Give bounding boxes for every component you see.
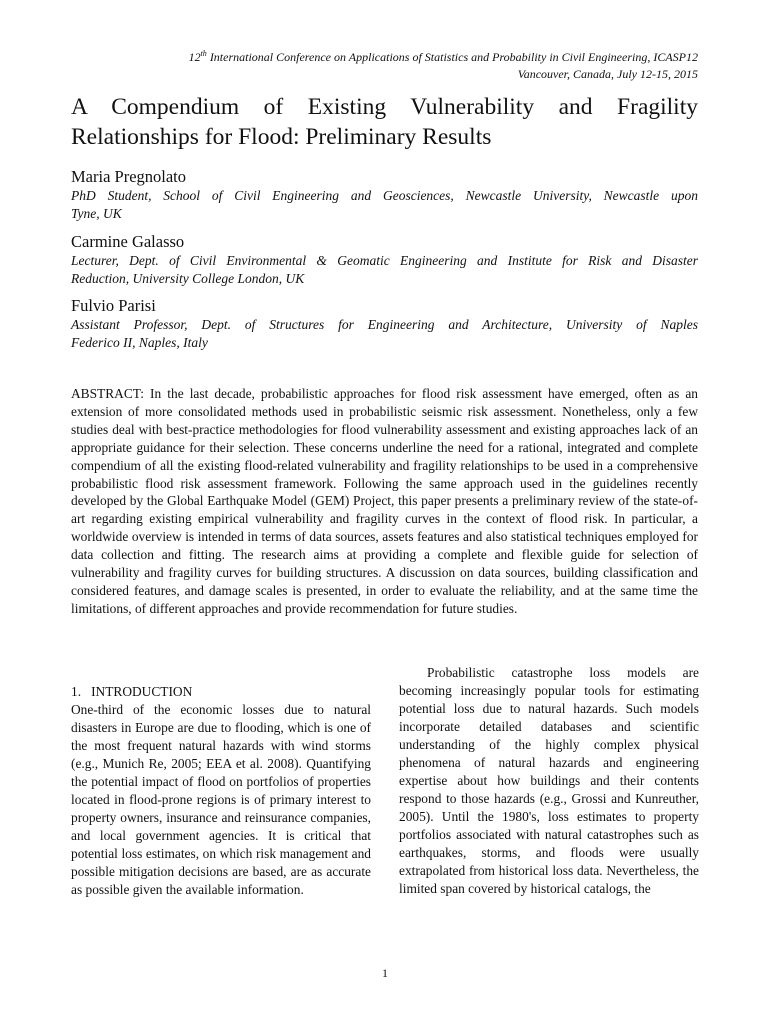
conference-location: Vancouver, Canada, July 12-15, 2015 bbox=[517, 67, 698, 81]
author-affiliation bbox=[71, 187, 698, 223]
conference-title: International Conference on Applications of Statistics and Probability in Civil Engineering, ICASP12 bbox=[206, 50, 698, 64]
abstract: ABSTRACT: In the last decade, probabilistic approaches for flood risk assessment have emerged, often as an extension of more consolidated methods used in probabilistic seismic risk assessment. Nonetheless, only a few studies deal with best-practice methodologies for flood vulnerability assessment and existing approaches lack of an appropriate guidance for their selection. These concerns underline the need for a rational, integrated and complete compendium of all the existing flood-related vulnerability and fragility relationships to be used in a comprehensive probabilistic flood risk assessment framework. Following the same approach used in the guidelines recently developed by the Global Earthquake Model (GEM) Project, this paper presents a preliminary review of the state-of-art regarding existing empirical vulnerability and fragility curves in the context of flood risk. In particular, a worldwide overview is intended in terms of data sources, assets features and also statistical techniques employed for data collection and fitting. The research aims at providing a complete and flexible guide for selection of vulnerability and fragility curves for building structures. A discussion on data sources, building classification and considered features, and damage scales is presented, in order to evaluate the reliability, and at the same time the limitations, of different approaches and provide recommendation for future studies. bbox=[71, 386, 698, 616]
author-name: Carmine Galasso bbox=[71, 232, 185, 251]
author-block-3 bbox=[71, 296, 698, 352]
page-number: 1 bbox=[382, 966, 388, 980]
author-affiliation bbox=[71, 252, 698, 288]
paper-title bbox=[71, 92, 698, 152]
affiliation-line-1: PhD Student, School of Civil Engineering and Geosciences, Newcastle University, Newcastle upon bbox=[71, 188, 698, 203]
conference-ordinal-suffix: th bbox=[200, 49, 207, 58]
author-name: Maria Pregnolato bbox=[71, 167, 187, 186]
right-column bbox=[399, 664, 699, 898]
conference-header bbox=[78, 45, 698, 83]
affiliation-line-1: Lecturer, Dept. of Civil Environmental & Geomatic Engineering and Institute for Risk and Disaster bbox=[71, 253, 698, 268]
introduction-paragraph-1: One-third of the economic losses due to natural disasters in Europe are due to flooding, which is one of the most frequent natural hazards with wind storms (e.g., Munich Re, 2005; EEA et al. 2008). Quantifying the potential impact of flood on portfolios of properties located in flood-prone regions is of primary interest to property owners, insurance and reinsurance companies, and local government agencies. It is critical that potential loss estimates, on which risk management and possible mitigation decisions are based, are as accurate as possible given the available information. bbox=[71, 702, 371, 897]
affiliation-line-1: Assistant Professor, Dept. of Structures for Engineering and Architecture, University of Naples bbox=[71, 317, 698, 332]
title-line-2: Relationships for Flood: Preliminary Results bbox=[71, 124, 492, 150]
conference-ordinal: 12 bbox=[188, 50, 201, 64]
left-column bbox=[71, 683, 371, 899]
affiliation-line-2: Tyne, UK bbox=[71, 206, 122, 221]
section-heading-introduction: 1. INTRODUCTION bbox=[71, 684, 193, 699]
introduction-paragraph-2: Probabilistic catastrophe loss models are becoming increasingly popular tools for estimating potential loss due to natural hazards. Such models incorporate detailed databases and scientific understanding of the highly complex physical phenomena of natural hazards and engineering expertise about how buildings and their contents respond to those hazards (e.g., Grossi and Kunreuther, 2005). Until the 1980's, loss estimates to property portfolios associated with natural catastrophes such as earthquakes, storms, and floods were usually extrapolated from historical loss data. Nevertheless, the limited span covered by historical catalogs, the bbox=[399, 665, 699, 896]
author-affiliation bbox=[71, 316, 698, 352]
author-block-2 bbox=[71, 232, 698, 288]
author-name: Fulvio Parisi bbox=[71, 296, 156, 315]
affiliation-line-2: Reduction, University College London, UK bbox=[71, 271, 305, 286]
affiliation-line-2: Federico II, Naples, Italy bbox=[71, 335, 208, 350]
author-block-1 bbox=[71, 167, 698, 223]
conference-name bbox=[78, 45, 698, 66]
title-line-1: A Compendium of Existing Vulnerability and Fragility bbox=[71, 94, 698, 120]
